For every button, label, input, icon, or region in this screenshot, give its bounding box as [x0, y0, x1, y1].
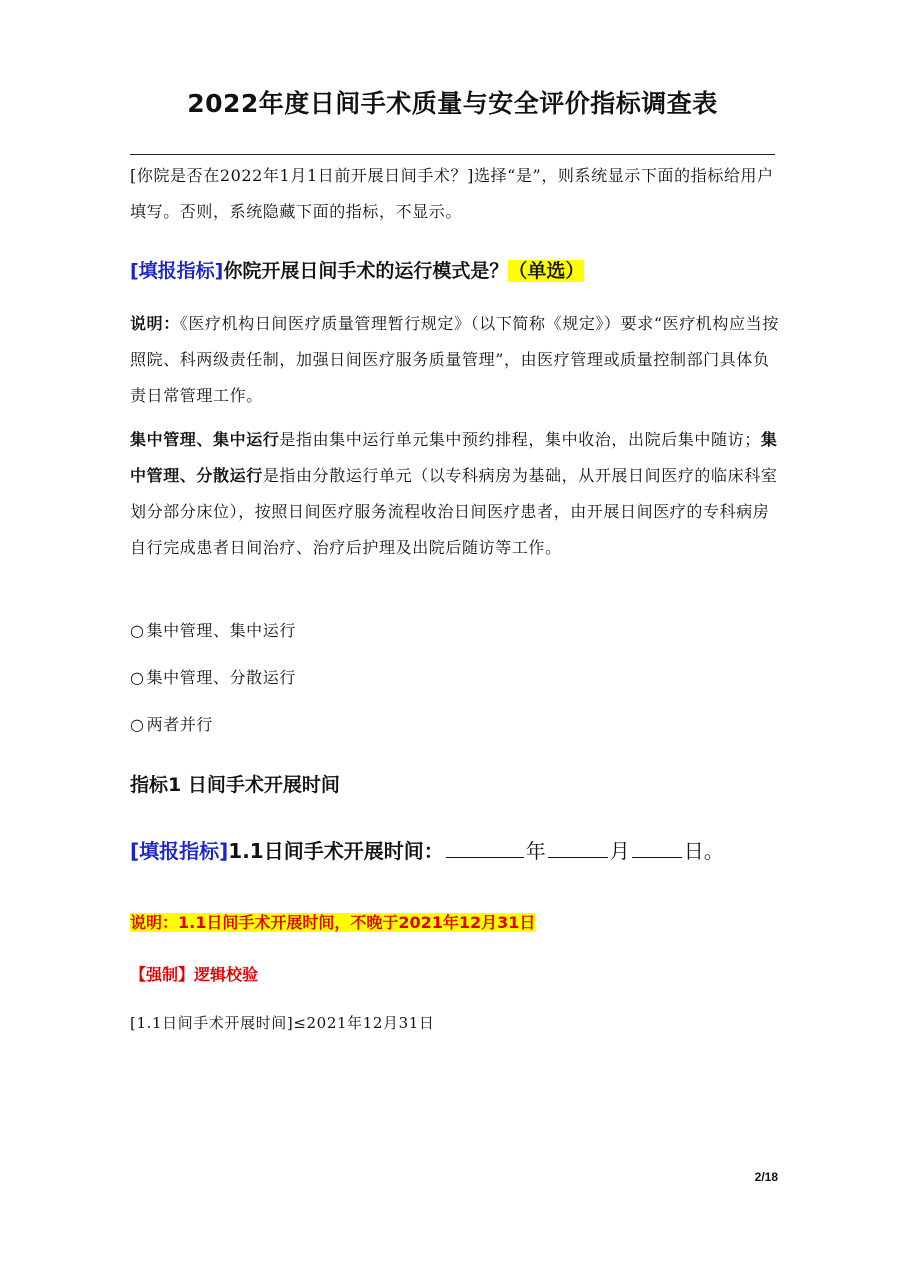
term-centralized: 集中管理、集中运行	[130, 430, 280, 449]
logic-rule-line	[130, 1012, 780, 1033]
option-label: 两者并行	[146, 715, 213, 734]
logic-label-line	[130, 962, 780, 985]
single-choice-label: （单选）	[508, 260, 585, 282]
option-item[interactable]	[130, 665, 780, 691]
definition-centralized: 是指由集中运行单元集中预约排程，集中收治，出院后集中随访；	[279, 430, 761, 449]
definition-paragraph	[130, 422, 780, 566]
indicator-heading: 指标1 日间手术开展时间	[130, 774, 340, 796]
question-start-date	[130, 836, 780, 866]
option-item[interactable]	[130, 712, 780, 738]
option-label: 集中管理、集中运行	[146, 621, 296, 640]
day-unit: 日。	[683, 839, 724, 863]
day-input[interactable]	[632, 837, 682, 858]
explain-label: 说明：	[130, 314, 180, 333]
report-tag: [填报指标]	[130, 839, 229, 863]
title-divider	[130, 154, 775, 155]
term-distributed: 集中管理、分散运行	[130, 430, 778, 485]
radio-icon[interactable]: ○	[130, 715, 145, 734]
logic-rule: [1.1日间手术开展时间]≤2021年12月31日	[130, 1014, 435, 1032]
intro-text: [你院是否在2022年1月1日前开展日间手术？]选择“是”，则系统显示下面的指标给用户填写。否则，系统隐藏下面的指标，不显示。	[130, 166, 774, 221]
date-note: 说明：1.1日间手术开展时间，不晚于2021年12月31日	[130, 913, 536, 932]
option-item[interactable]	[130, 618, 780, 644]
explain-paragraph	[130, 306, 780, 414]
month-input[interactable]	[548, 837, 608, 858]
report-tag: [填报指标]	[130, 260, 224, 282]
logic-label: 【强制】逻辑校验	[130, 965, 259, 984]
question-text: 你院开展日间手术的运行模式是？	[223, 260, 509, 282]
month-unit: 月	[609, 839, 630, 863]
question-mode	[130, 256, 780, 286]
explain-text: 《医疗机构日间医疗质量管理暂行规定》（以下简称《规定》）要求“医疗机构应当按照院、科两级责任制，加强日间医疗服务质量管理”，由医疗管理或质量控制部门具体负责日常管理工作。	[130, 314, 779, 405]
intro-paragraph	[130, 158, 780, 230]
question-text: 1.1日间手术开展时间：	[228, 839, 444, 863]
definition-distributed: 是指由分散运行单元（以专科病房为基础，从开展日间医疗的临床科室划分部分床位），按照日间医疗服务流程收治日间医疗患者，由开展日间医疗的专科病房自行完成患者日间治疗、治疗后护理及出院后随访等工作。	[130, 466, 778, 557]
option-label: 集中管理、分散运行	[146, 668, 296, 687]
page-title: 2022年度日间手术质量与安全评价指标调查表	[187, 89, 718, 118]
radio-icon[interactable]: ○	[130, 668, 145, 687]
radio-icon[interactable]: ○	[130, 621, 145, 640]
note-line	[130, 910, 780, 933]
year-input[interactable]	[446, 837, 524, 858]
year-unit: 年	[525, 839, 546, 863]
page-number: 2/18	[754, 1170, 778, 1184]
